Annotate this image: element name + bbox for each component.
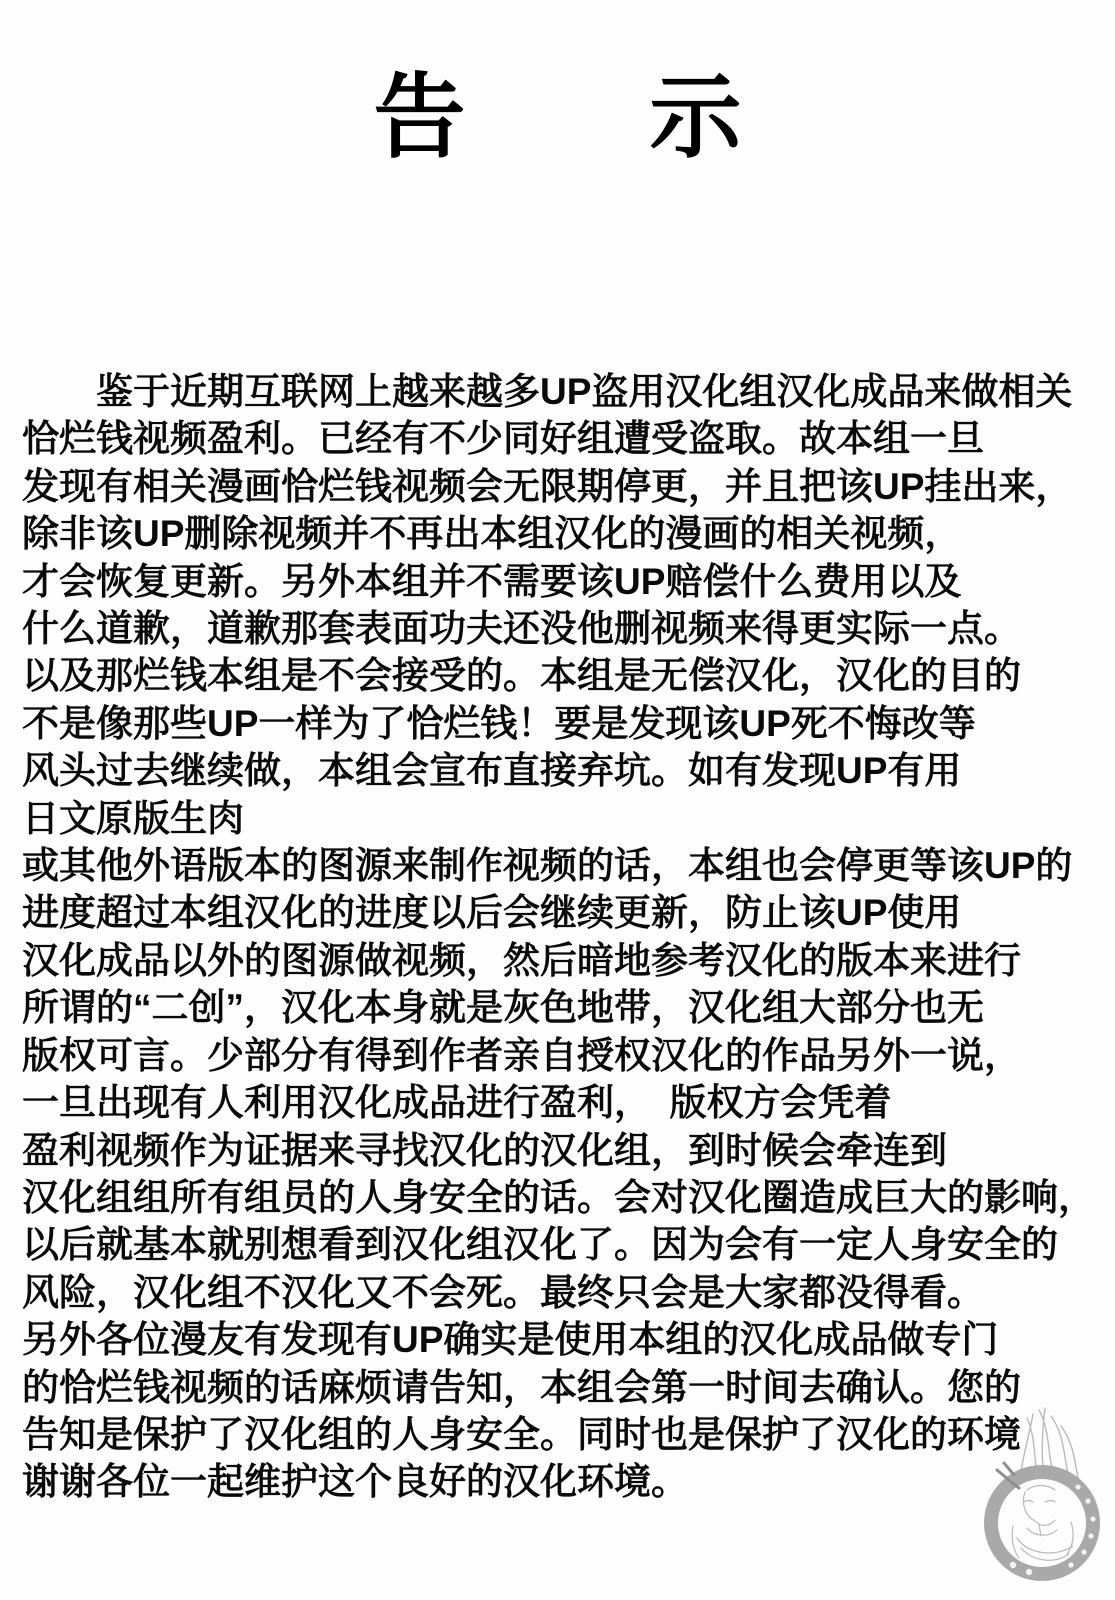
notice-text-line: 告知是保护了汉化组的人身安全。同时也是保护了汉化的环境 bbox=[22, 1413, 1021, 1455]
notice-text-line: 或其他外语版本的图源来制作视频的话，本组也会停更等该UP的 bbox=[22, 845, 1073, 887]
notice-body bbox=[22, 368, 1115, 1506]
notice-text-line: 不是像那些UP一样为了恰烂钱！要是发现该UP死不悔改等 bbox=[22, 702, 976, 744]
notice-text-line: 才会恢复更新。另外本组并不需要该UP赔偿什么费用以及 bbox=[22, 560, 962, 602]
notice-text-line: 什么道歉，道歉那套表面功夫还没他删视频来得更实际一点。 bbox=[22, 608, 1021, 650]
notice-text-line: 风险，汉化组不汉化又不会死。最终只会是大家都没得看。 bbox=[22, 1271, 984, 1313]
notice-text-line: 进度超过本组汉化的进度以后会继续更新，防止该UP使用 bbox=[22, 892, 962, 934]
notice-text-line: 除非该UP删除视频并不再出本组汉化的漫画的相关视频， bbox=[22, 513, 962, 555]
notice-text-line: 恰烂钱视频盈利。已经有不少同好组遭受盗取。故本组一旦 bbox=[22, 418, 984, 460]
notice-text-line: 另外各位漫友有发现有UP确实是使用本组的汉化成品做专门 bbox=[22, 1319, 999, 1361]
notice-text-line: 汉化组组所有组员的人身安全的话。会对汉化圈造成巨大的影响， bbox=[22, 1176, 1095, 1218]
notice-text-line: 发现有相关漫画恰烂钱视频会无限期停更，并且把该UP挂出来， bbox=[22, 465, 1073, 507]
notice-text-line: 一旦出现有人利用汉化成品进行盈利， 版权方会凭着 bbox=[22, 1082, 892, 1124]
page-title: 告 示 bbox=[373, 67, 742, 169]
notice-text-line: 以及那烂钱本组是不会接受的。本组是无偿汉化，汉化的目的 bbox=[22, 655, 1021, 697]
notice-text-line: 的恰烂钱视频的话麻烦请告知，本组会第一时间去确认。您的 bbox=[22, 1366, 1021, 1408]
notice-text-line: 风头过去继续做，本组会宣布直接弃坑。如有发现UP有用 bbox=[22, 750, 962, 792]
notice-text-line: 汉化成品以外的图源做视频，然后暗地参考汉化的版本来进行 bbox=[22, 939, 1021, 981]
notice-text-line: 谢谢各位一起维护这个良好的汉化环境。 bbox=[22, 1461, 688, 1503]
notice-text-line: 日文原版生肉 bbox=[22, 797, 244, 839]
notice-text-line: 版权可言。少部分有得到作者亲自授权汉化的作品另外一说， bbox=[22, 1034, 1021, 1076]
notice-text-line: 鉴于近期互联网上越来越多UP盗用汉化组汉化成品来做相关 bbox=[96, 371, 1073, 412]
notice-text-line: 所谓的“二创”，汉化本身就是灰色地带，汉化组大部分也无 bbox=[22, 987, 984, 1029]
notice-text-line: 盈利视频作为证据来寻找汉化的汉化组，到时候会牵连到 bbox=[22, 1129, 947, 1171]
notice-text-line: 以后就基本就别想看到汉化组汉化了。因为会有一定人身安全的 bbox=[22, 1224, 1058, 1266]
